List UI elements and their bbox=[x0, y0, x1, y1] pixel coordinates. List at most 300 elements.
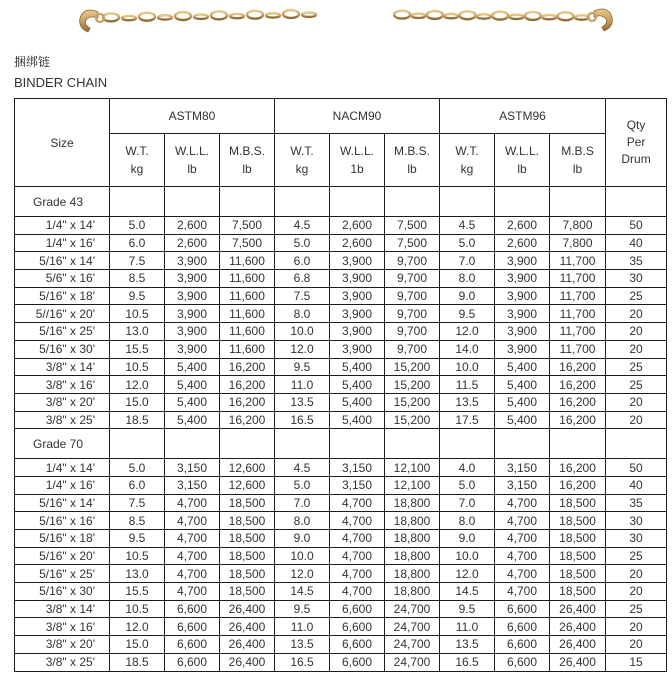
value-cell: 3,150 bbox=[495, 459, 550, 477]
value-cell: 8.0 bbox=[440, 270, 495, 288]
value-cell: 3,900 bbox=[495, 287, 550, 305]
size-cell: 3/8" x 25' bbox=[15, 653, 110, 671]
value-cell: 9.5 bbox=[275, 600, 330, 618]
value-cell: 11,700 bbox=[550, 287, 606, 305]
table-row bbox=[15, 476, 667, 494]
value-cell: 5,400 bbox=[330, 376, 385, 394]
value-cell: 3,150 bbox=[330, 459, 385, 477]
value-cell: 13.5 bbox=[440, 636, 495, 654]
value-cell: 18,500 bbox=[550, 547, 606, 565]
size-cell: 3/8" x 14' bbox=[15, 358, 110, 376]
value-cell: 8.0 bbox=[440, 512, 495, 530]
value-cell: 11,600 bbox=[220, 340, 275, 358]
grade-row-empty-cell bbox=[440, 187, 495, 217]
value-cell: 7,800 bbox=[550, 217, 606, 235]
grade-row-empty-cell bbox=[330, 187, 385, 217]
table-row bbox=[15, 512, 667, 530]
value-cell: 7.0 bbox=[275, 494, 330, 512]
size-cell: 3/8" x 16' bbox=[15, 618, 110, 636]
value-cell: 3,900 bbox=[495, 252, 550, 270]
value-cell: 3,900 bbox=[165, 270, 220, 288]
qty-cell: 30 bbox=[606, 270, 667, 288]
qty-cell: 40 bbox=[606, 234, 667, 252]
value-cell: 16.5 bbox=[275, 411, 330, 429]
value-cell: 16,200 bbox=[550, 358, 606, 376]
value-cell: 18,500 bbox=[550, 583, 606, 601]
value-cell: 3,900 bbox=[330, 287, 385, 305]
size-cell: 3/8" x 16' bbox=[15, 376, 110, 394]
value-cell: 6,600 bbox=[165, 636, 220, 654]
qty-cell: 25 bbox=[606, 287, 667, 305]
binder-chain-spec-table bbox=[14, 98, 667, 672]
astm80-wll-lb-header: W.L.L. lb bbox=[165, 134, 220, 187]
value-cell: 10.5 bbox=[110, 600, 165, 618]
value-cell: 7.0 bbox=[440, 494, 495, 512]
size-cell: 5/16" x 30' bbox=[15, 340, 110, 358]
chain-link bbox=[558, 12, 574, 20]
value-cell: 16,200 bbox=[550, 459, 606, 477]
value-cell: 26,400 bbox=[220, 600, 275, 618]
grade-row-empty-cell bbox=[275, 187, 330, 217]
value-cell: 15.5 bbox=[110, 340, 165, 358]
value-cell: 12,600 bbox=[220, 459, 275, 477]
value-cell: 7.5 bbox=[275, 287, 330, 305]
table-row bbox=[15, 358, 667, 376]
value-cell: 6,600 bbox=[330, 636, 385, 654]
size-cell: 5/16" x 14' bbox=[15, 494, 110, 512]
qty-cell: 20 bbox=[606, 393, 667, 411]
size-cell: 5/16" x 25' bbox=[15, 565, 110, 583]
chain-link bbox=[427, 11, 443, 19]
table-row bbox=[15, 547, 667, 565]
value-cell: 6,600 bbox=[330, 600, 385, 618]
value-cell: 15.0 bbox=[110, 393, 165, 411]
qty-cell: 20 bbox=[606, 305, 667, 323]
value-cell: 5.0 bbox=[440, 476, 495, 494]
value-cell: 9,700 bbox=[385, 270, 440, 288]
value-cell: 18,500 bbox=[550, 530, 606, 548]
qty-cell: 20 bbox=[606, 411, 667, 429]
value-cell: 18,500 bbox=[220, 565, 275, 583]
qty-cell: 20 bbox=[606, 340, 667, 358]
value-cell: 13.0 bbox=[110, 565, 165, 583]
value-cell: 11,600 bbox=[220, 305, 275, 323]
value-cell: 4.5 bbox=[275, 459, 330, 477]
value-cell: 10.0 bbox=[275, 323, 330, 341]
value-cell: 9.0 bbox=[275, 530, 330, 548]
grade-row-empty-cell bbox=[495, 187, 550, 217]
binder-chain-left-image bbox=[80, 10, 316, 32]
value-cell: 5,400 bbox=[165, 411, 220, 429]
qty-per-drum-header: Qty Per Drum bbox=[606, 99, 667, 187]
qty-cell: 20 bbox=[606, 323, 667, 341]
value-cell: 3,900 bbox=[165, 305, 220, 323]
value-cell: 13.5 bbox=[275, 636, 330, 654]
value-cell: 12,100 bbox=[385, 459, 440, 477]
grab-hook bbox=[594, 9, 612, 31]
value-cell: 7,500 bbox=[220, 217, 275, 235]
value-cell: 16.5 bbox=[440, 653, 495, 671]
size-cell: 5/16" x 14' bbox=[15, 252, 110, 270]
value-cell: 12,100 bbox=[385, 476, 440, 494]
chain-link bbox=[266, 13, 280, 17]
chain-link bbox=[510, 15, 524, 19]
qty-cell: 40 bbox=[606, 476, 667, 494]
value-cell: 5,400 bbox=[330, 393, 385, 411]
value-cell: 4,700 bbox=[330, 565, 385, 583]
qty-cell: 15 bbox=[606, 653, 667, 671]
value-cell: 2,600 bbox=[495, 217, 550, 235]
value-cell: 12.0 bbox=[275, 565, 330, 583]
qty-cell: 20 bbox=[606, 618, 667, 636]
qty-cell: 50 bbox=[606, 459, 667, 477]
table-row bbox=[15, 340, 667, 358]
grade-row-empty-cell bbox=[606, 187, 667, 217]
size-cell: 3/8" x 25' bbox=[15, 411, 110, 429]
grade-row-empty-cell bbox=[220, 187, 275, 217]
value-cell: 3,900 bbox=[165, 340, 220, 358]
nacm90-wt-kg-header: W.T. kg bbox=[275, 134, 330, 187]
table-row bbox=[15, 494, 667, 512]
page-title: BINDER CHAIN bbox=[14, 75, 108, 90]
nacm90-wll-lb-header: W.L.L. 1b bbox=[330, 134, 385, 187]
value-cell: 9,700 bbox=[385, 323, 440, 341]
value-cell: 6,600 bbox=[495, 653, 550, 671]
value-cell: 16,200 bbox=[220, 376, 275, 394]
value-cell: 10.0 bbox=[440, 547, 495, 565]
value-cell: 11.0 bbox=[440, 618, 495, 636]
value-cell: 7.5 bbox=[110, 252, 165, 270]
value-cell: 5,400 bbox=[495, 393, 550, 411]
value-cell: 15.5 bbox=[110, 583, 165, 601]
table-row bbox=[15, 252, 667, 270]
value-cell: 10.5 bbox=[110, 547, 165, 565]
astm96-wt-kg-header: W.T. kg bbox=[440, 134, 495, 187]
value-cell: 26,400 bbox=[550, 618, 606, 636]
value-cell: 6.0 bbox=[110, 476, 165, 494]
size-cell: 5/16" x 30' bbox=[15, 583, 110, 601]
value-cell: 12.0 bbox=[275, 340, 330, 358]
value-cell: 2,600 bbox=[165, 234, 220, 252]
size-cell: 1/4" x 16' bbox=[15, 234, 110, 252]
value-cell: 18,800 bbox=[385, 512, 440, 530]
value-cell: 26,400 bbox=[550, 636, 606, 654]
value-cell: 6,600 bbox=[165, 653, 220, 671]
value-cell: 5,400 bbox=[165, 393, 220, 411]
value-cell: 13.0 bbox=[110, 323, 165, 341]
qty-cell: 25 bbox=[606, 376, 667, 394]
value-cell: 4,700 bbox=[165, 547, 220, 565]
value-cell: 14.5 bbox=[440, 583, 495, 601]
value-cell: 8.0 bbox=[275, 305, 330, 323]
value-cell: 5.0 bbox=[275, 234, 330, 252]
value-cell: 4,700 bbox=[495, 512, 550, 530]
value-cell: 3,900 bbox=[495, 270, 550, 288]
astm80-group-header: ASTM80 bbox=[110, 99, 275, 134]
grade-row-empty-cell bbox=[495, 429, 550, 459]
value-cell: 15,200 bbox=[385, 358, 440, 376]
grade-section-row bbox=[15, 187, 667, 217]
value-cell: 15.0 bbox=[110, 636, 165, 654]
value-cell: 9,700 bbox=[385, 287, 440, 305]
chain-link bbox=[575, 15, 589, 19]
value-cell: 5.0 bbox=[110, 459, 165, 477]
value-cell: 6,600 bbox=[495, 636, 550, 654]
chain-link bbox=[444, 14, 458, 18]
chain-link bbox=[412, 14, 426, 18]
table-row bbox=[15, 618, 667, 636]
value-cell: 2,600 bbox=[165, 217, 220, 235]
value-cell: 2,600 bbox=[495, 234, 550, 252]
value-cell: 10.0 bbox=[440, 358, 495, 376]
value-cell: 7.5 bbox=[110, 494, 165, 512]
value-cell: 9.5 bbox=[440, 305, 495, 323]
value-cell: 13.5 bbox=[275, 393, 330, 411]
chain-link bbox=[122, 16, 136, 20]
value-cell: 18.5 bbox=[110, 411, 165, 429]
chain-link bbox=[194, 14, 208, 18]
astm80-mbs-lb-header: M.B.S. lb bbox=[220, 134, 275, 187]
value-cell: 11.0 bbox=[275, 376, 330, 394]
grade-label: Grade 70 bbox=[15, 429, 110, 459]
value-cell: 11,700 bbox=[550, 340, 606, 358]
value-cell: 6,600 bbox=[495, 600, 550, 618]
chain-link bbox=[211, 11, 227, 19]
value-cell: 18,500 bbox=[550, 494, 606, 512]
value-cell: 4,700 bbox=[165, 530, 220, 548]
value-cell: 5,400 bbox=[330, 411, 385, 429]
value-cell: 3,900 bbox=[330, 305, 385, 323]
value-cell: 24,700 bbox=[385, 600, 440, 618]
value-cell: 9.5 bbox=[110, 530, 165, 548]
value-cell: 11,600 bbox=[220, 270, 275, 288]
grade-row-empty-cell bbox=[110, 429, 165, 459]
chain-link bbox=[460, 11, 476, 19]
value-cell: 12.0 bbox=[110, 618, 165, 636]
value-cell: 4,700 bbox=[165, 565, 220, 583]
astm96-wll-lb-header: W.L.L. lb bbox=[495, 134, 550, 187]
value-cell: 3,900 bbox=[330, 270, 385, 288]
size-cell: 5/16" x 16' bbox=[15, 512, 110, 530]
value-cell: 11.0 bbox=[275, 618, 330, 636]
astm96-group-header: ASTM96 bbox=[440, 99, 606, 134]
grade-row-empty-cell bbox=[385, 187, 440, 217]
value-cell: 16,200 bbox=[220, 411, 275, 429]
grade-row-empty-cell bbox=[275, 429, 330, 459]
grade-row-empty-cell bbox=[165, 187, 220, 217]
grade-label: Grade 43 bbox=[15, 187, 110, 217]
value-cell: 18.5 bbox=[110, 653, 165, 671]
table-row bbox=[15, 530, 667, 548]
value-cell: 4.5 bbox=[275, 217, 330, 235]
value-cell: 16,200 bbox=[550, 411, 606, 429]
value-cell: 2,600 bbox=[330, 234, 385, 252]
value-cell: 5,400 bbox=[165, 358, 220, 376]
qty-cell: 20 bbox=[606, 583, 667, 601]
value-cell: 14.0 bbox=[440, 340, 495, 358]
table-row bbox=[15, 636, 667, 654]
value-cell: 5.0 bbox=[440, 234, 495, 252]
table-row bbox=[15, 565, 667, 583]
value-cell: 9,700 bbox=[385, 252, 440, 270]
chain-link bbox=[158, 15, 172, 19]
value-cell: 4,700 bbox=[495, 583, 550, 601]
value-cell: 18,500 bbox=[220, 583, 275, 601]
value-cell: 10.5 bbox=[110, 358, 165, 376]
chain-link bbox=[139, 13, 155, 21]
table-row bbox=[15, 270, 667, 288]
value-cell: 11,700 bbox=[550, 270, 606, 288]
astm80-wt-kg-header: W.T. kg bbox=[110, 134, 165, 187]
value-cell: 3,900 bbox=[330, 323, 385, 341]
nacm90-group-header: NACM90 bbox=[275, 99, 440, 134]
value-cell: 14.5 bbox=[275, 583, 330, 601]
value-cell: 12.0 bbox=[110, 376, 165, 394]
value-cell: 6,600 bbox=[165, 618, 220, 636]
value-cell: 4,700 bbox=[165, 583, 220, 601]
value-cell: 4,700 bbox=[495, 530, 550, 548]
qty-cell: 35 bbox=[606, 252, 667, 270]
value-cell: 4,700 bbox=[165, 494, 220, 512]
value-cell: 18,500 bbox=[550, 512, 606, 530]
value-cell: 5.0 bbox=[275, 476, 330, 494]
value-cell: 11.5 bbox=[440, 376, 495, 394]
qty-cell: 35 bbox=[606, 494, 667, 512]
size-cell: 5/16" x 20' bbox=[15, 547, 110, 565]
value-cell: 16.5 bbox=[275, 653, 330, 671]
grade-row-empty-cell bbox=[440, 429, 495, 459]
table-row bbox=[15, 305, 667, 323]
size-cell: 5/16" x 18' bbox=[15, 287, 110, 305]
grade-row-empty-cell bbox=[606, 429, 667, 459]
value-cell: 5,400 bbox=[495, 376, 550, 394]
value-cell: 11,700 bbox=[550, 305, 606, 323]
grade-row-empty-cell bbox=[330, 429, 385, 459]
size-cell: 3/8" x 14' bbox=[15, 600, 110, 618]
grade-row-empty-cell bbox=[550, 187, 606, 217]
value-cell: 7.0 bbox=[440, 252, 495, 270]
value-cell: 16,200 bbox=[550, 393, 606, 411]
value-cell: 26,400 bbox=[220, 636, 275, 654]
table-row bbox=[15, 376, 667, 394]
value-cell: 6,600 bbox=[495, 618, 550, 636]
value-cell: 3,900 bbox=[495, 305, 550, 323]
value-cell: 2,600 bbox=[330, 217, 385, 235]
value-cell: 5,400 bbox=[165, 376, 220, 394]
table-row bbox=[15, 459, 667, 477]
grade-row-empty-cell bbox=[110, 187, 165, 217]
value-cell: 26,400 bbox=[220, 618, 275, 636]
value-cell: 11,700 bbox=[550, 323, 606, 341]
value-cell: 18,800 bbox=[385, 494, 440, 512]
value-cell: 3,900 bbox=[165, 287, 220, 305]
value-cell: 6,600 bbox=[165, 600, 220, 618]
value-cell: 15,200 bbox=[385, 393, 440, 411]
qty-cell: 25 bbox=[606, 600, 667, 618]
binder-chain-product-image bbox=[0, 0, 672, 50]
astm96-mbs-lb-header: M.B.S lb bbox=[550, 134, 606, 187]
table-row bbox=[15, 411, 667, 429]
size-cell: 5//16" x 20' bbox=[15, 305, 110, 323]
qty-cell: 20 bbox=[606, 636, 667, 654]
size-cell: 5/6" x 16' bbox=[15, 270, 110, 288]
chain-link bbox=[394, 11, 410, 19]
value-cell: 6.0 bbox=[275, 252, 330, 270]
value-cell: 4,700 bbox=[330, 512, 385, 530]
table-row bbox=[15, 583, 667, 601]
value-cell: 15,200 bbox=[385, 411, 440, 429]
value-cell: 18,500 bbox=[220, 530, 275, 548]
grade-row-empty-cell bbox=[220, 429, 275, 459]
value-cell: 9.0 bbox=[440, 287, 495, 305]
value-cell: 4,700 bbox=[330, 530, 385, 548]
value-cell: 5,400 bbox=[495, 411, 550, 429]
value-cell: 12,600 bbox=[220, 476, 275, 494]
qty-cell: 30 bbox=[606, 512, 667, 530]
value-cell: 10.5 bbox=[110, 305, 165, 323]
page-title-chinese: 捆绑链 bbox=[14, 55, 51, 69]
value-cell: 7,500 bbox=[385, 217, 440, 235]
value-cell: 3,150 bbox=[165, 459, 220, 477]
value-cell: 8.5 bbox=[110, 512, 165, 530]
value-cell: 3,900 bbox=[330, 340, 385, 358]
chain-link bbox=[302, 12, 316, 16]
value-cell: 6.8 bbox=[275, 270, 330, 288]
value-cell: 6,600 bbox=[330, 653, 385, 671]
grade-row-empty-cell bbox=[165, 429, 220, 459]
table-row bbox=[15, 287, 667, 305]
nacm90-mbs-lb-header: M.B.S. lb bbox=[385, 134, 440, 187]
chain-link bbox=[247, 11, 263, 19]
value-cell: 3,150 bbox=[495, 476, 550, 494]
value-cell: 9,700 bbox=[385, 305, 440, 323]
value-cell: 7,500 bbox=[220, 234, 275, 252]
table-row bbox=[15, 234, 667, 252]
value-cell: 6.0 bbox=[110, 234, 165, 252]
value-cell: 5.0 bbox=[110, 217, 165, 235]
value-cell: 4.5 bbox=[440, 217, 495, 235]
value-cell: 11,600 bbox=[220, 252, 275, 270]
value-cell: 18,500 bbox=[550, 565, 606, 583]
value-cell: 3,150 bbox=[330, 476, 385, 494]
value-cell: 3,900 bbox=[165, 252, 220, 270]
table-row bbox=[15, 323, 667, 341]
chain-link bbox=[492, 12, 508, 20]
value-cell: 5,400 bbox=[330, 358, 385, 376]
table-row bbox=[15, 653, 667, 671]
chain-link bbox=[230, 14, 244, 18]
size-cell: 3/8" x 20' bbox=[15, 636, 110, 654]
value-cell: 26,400 bbox=[220, 653, 275, 671]
size-cell: 1/4" x 14' bbox=[15, 459, 110, 477]
value-cell: 4,700 bbox=[330, 547, 385, 565]
value-cell: 18,800 bbox=[385, 547, 440, 565]
value-cell: 18,800 bbox=[385, 530, 440, 548]
value-cell: 3,150 bbox=[165, 476, 220, 494]
qty-cell: 25 bbox=[606, 547, 667, 565]
qty-cell: 20 bbox=[606, 565, 667, 583]
chain-link bbox=[477, 14, 491, 18]
value-cell: 18,500 bbox=[220, 512, 275, 530]
value-cell: 6,600 bbox=[330, 618, 385, 636]
value-cell: 24,700 bbox=[385, 618, 440, 636]
value-cell: 9.5 bbox=[275, 358, 330, 376]
value-cell: 13.5 bbox=[440, 393, 495, 411]
value-cell: 11,600 bbox=[220, 287, 275, 305]
value-cell: 8.5 bbox=[110, 270, 165, 288]
value-cell: 15,200 bbox=[385, 376, 440, 394]
value-cell: 26,400 bbox=[550, 600, 606, 618]
